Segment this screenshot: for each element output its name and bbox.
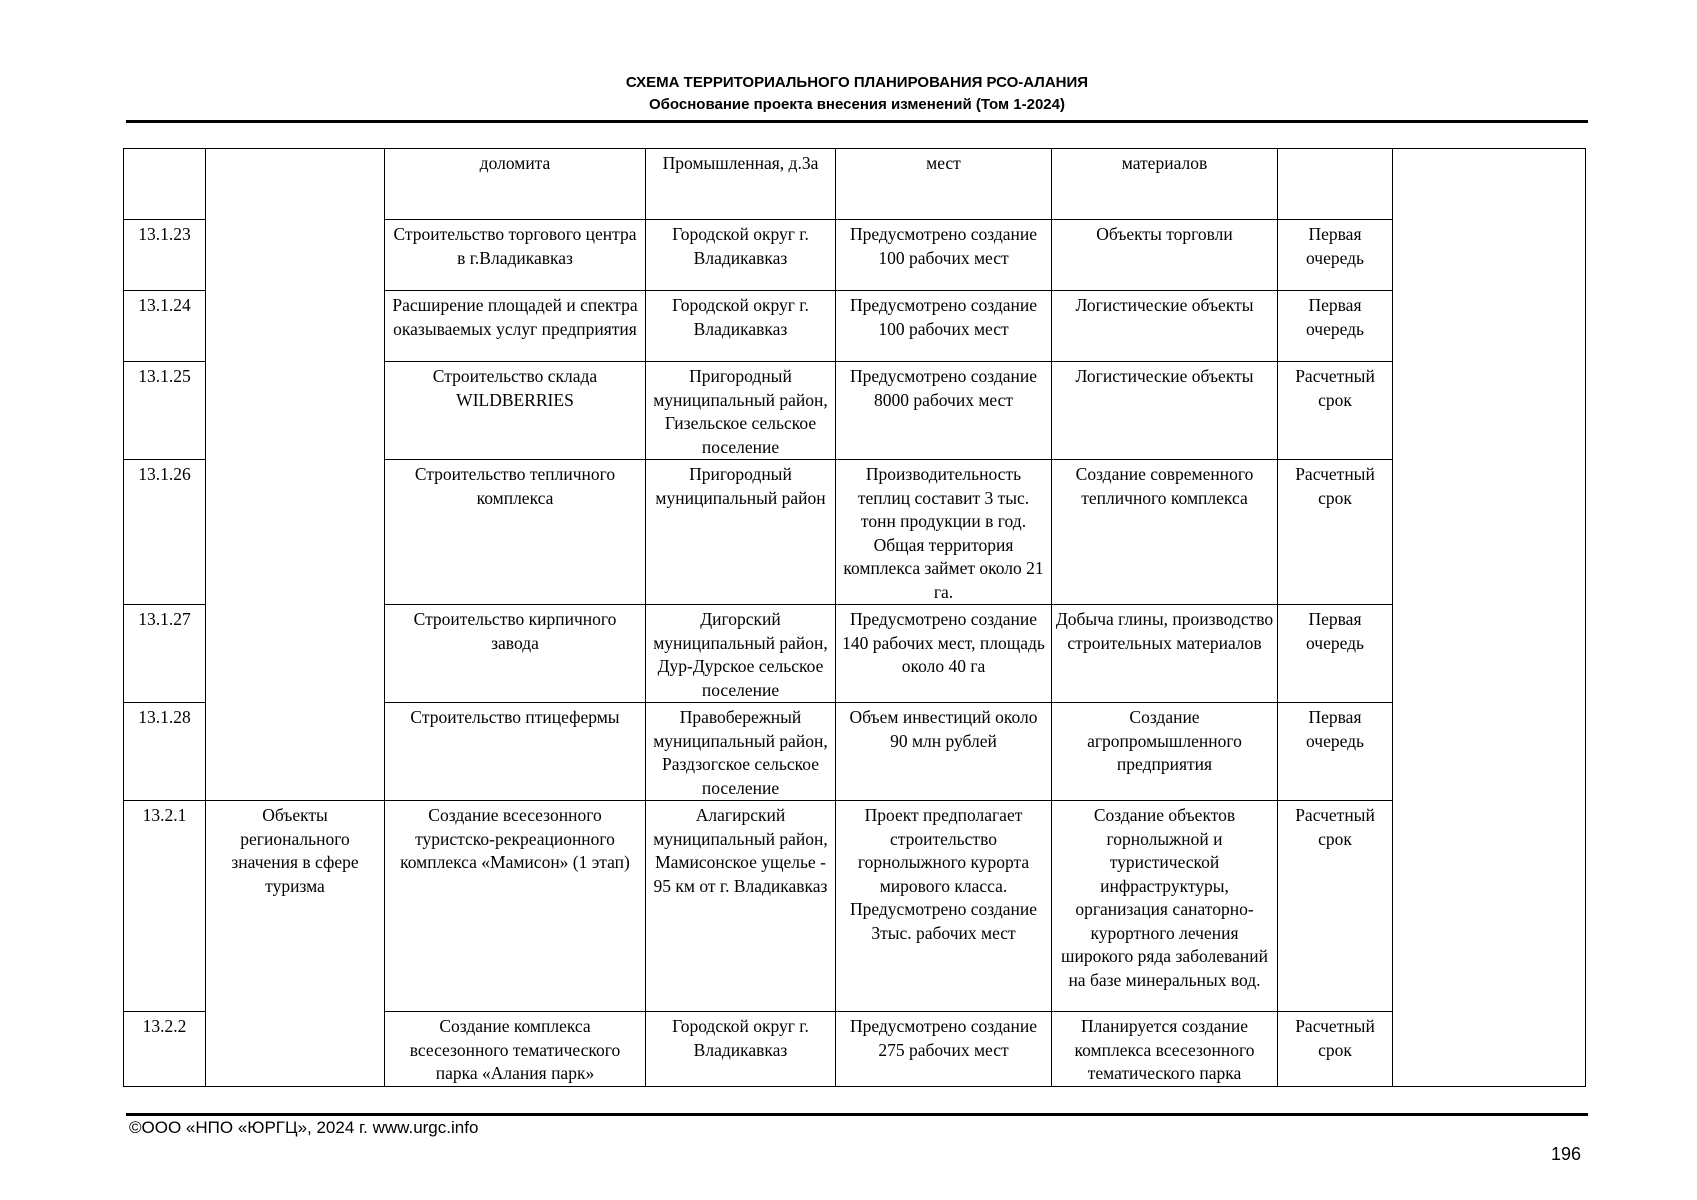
table-row (124, 801, 1586, 1012)
object-location: Городской округ г. Владикавказ (646, 291, 836, 362)
object-name: Строительство склада WILDBERRIES (385, 362, 646, 460)
document-header (126, 72, 1588, 116)
object-purpose: Логистические объекты (1052, 291, 1278, 362)
object-name: Строительство кирпичного завода (385, 605, 646, 703)
object-stage: Расчетный срок (1278, 460, 1393, 605)
row-number: 13.2.1 (124, 801, 206, 1012)
object-stage: Первая очередь (1278, 703, 1393, 801)
object-stage: Расчетный срок (1278, 801, 1393, 1012)
header-rule (126, 120, 1588, 123)
object-params: Объем инвестиций около 90 млн рублей (836, 703, 1052, 801)
object-params: Проект предполагает строительство горнолыжного курорта мирового класса. Предусмотрено создание 3тыс. рабочих мест (836, 801, 1052, 1012)
object-params: мест (836, 149, 1052, 220)
object-location: Промышленная, д.3а (646, 149, 836, 220)
footer-rule (126, 1113, 1588, 1116)
object-location: Городской округ г. Владикавказ (646, 1012, 836, 1087)
object-params: Предусмотрено создание 275 рабочих мест (836, 1012, 1052, 1087)
header-title: СХЕМА ТЕРРИТОРИАЛЬНОГО ПЛАНИРОВАНИЯ РСО-АЛАНИЯ (625, 74, 1089, 91)
object-name: Строительство тепличного комплекса (385, 460, 646, 605)
object-params: Производительность теплиц составит 3 тыс. тонн продукции в год. Общая территория комплекса займет около 21 га. (836, 460, 1052, 605)
object-name: Расширение площадей и спектра оказываемых услуг предприятия (385, 291, 646, 362)
object-params: Предусмотрено создание 100 рабочих мест (836, 220, 1052, 291)
object-purpose: Создание объектов горнолыжной и туристической инфраструктуры, организация санаторно-курортного лечения широкого ряда заболеваний на базе минеральных вод. (1052, 801, 1278, 1012)
row-number (124, 149, 206, 220)
footer-copyright: ©ООО «НПО «ЮРГЦ», 2024 г. www.urgc.info (129, 1118, 479, 1137)
object-location: Пригородный муниципальный район (646, 460, 836, 605)
object-purpose: материалов (1052, 149, 1278, 220)
object-name: доломита (385, 149, 646, 220)
row-number: 13.1.24 (124, 291, 206, 362)
row-number: 13.1.28 (124, 703, 206, 801)
object-name: Строительство торгового центра в г.Владикавказ (385, 220, 646, 291)
object-stage: Первая очередь (1278, 220, 1393, 291)
object-purpose: Создание современного тепличного комплекса (1052, 460, 1278, 605)
object-purpose: Добыча глины, производство строительных материалов (1052, 605, 1278, 703)
object-location: Алагирский муниципальный район, Мамисонское ущелье - 95 км от г. Владикавказ (646, 801, 836, 1012)
object-location: Правобережный муниципальный район, Раздзогское сельское поселение (646, 703, 836, 801)
objects-table (123, 148, 1586, 1087)
group-cell (206, 149, 385, 801)
object-purpose: Логистические объекты (1052, 362, 1278, 460)
object-name: Создание всесезонного туристско-рекреационного комплекса «Мамисон» (1 этап) (385, 801, 646, 1012)
object-params: Предусмотрено создание 140 рабочих мест, площадь около 40 га (836, 605, 1052, 703)
object-location: Пригородный муниципальный район, Гизельское сельское поселение (646, 362, 836, 460)
row-number: 13.1.26 (124, 460, 206, 605)
object-name: Создание комплекса всесезонного тематического парка «Алания парк» (385, 1012, 646, 1087)
object-stage: Первая очередь (1278, 291, 1393, 362)
object-purpose: Планируется создание комплекса всесезонного тематического парка (1052, 1012, 1278, 1087)
object-name: Строительство птицефермы (385, 703, 646, 801)
object-params: Предусмотрено создание 100 рабочих мест (836, 291, 1052, 362)
row-number: 13.2.2 (124, 1012, 206, 1087)
row-number: 13.1.23 (124, 220, 206, 291)
header-subtitle: Обоснование проекта внесения изменений (Том 1-2024) (649, 96, 1065, 113)
object-stage: Расчетный срок (1278, 362, 1393, 460)
object-params: Предусмотрено создание 8000 рабочих мест (836, 362, 1052, 460)
object-purpose: Создание агропромышленного предприятия (1052, 703, 1278, 801)
table-row (124, 149, 1586, 220)
object-stage: Первая очередь (1278, 605, 1393, 703)
object-purpose: Объекты торговли (1052, 220, 1278, 291)
row-number: 13.1.25 (124, 362, 206, 460)
notes-column (1393, 149, 1586, 1087)
object-stage: Расчетный срок (1278, 1012, 1393, 1087)
object-stage (1278, 149, 1393, 220)
group-tourism: Объекты регионального значения в сфере туризма (206, 801, 385, 1087)
row-number: 13.1.27 (124, 605, 206, 703)
object-location: Дигорский муниципальный район, Дур-Дурское сельское поселение (646, 605, 836, 703)
page-number: 196 (1550, 1144, 1581, 1164)
object-location: Городской округ г. Владикавказ (646, 220, 836, 291)
